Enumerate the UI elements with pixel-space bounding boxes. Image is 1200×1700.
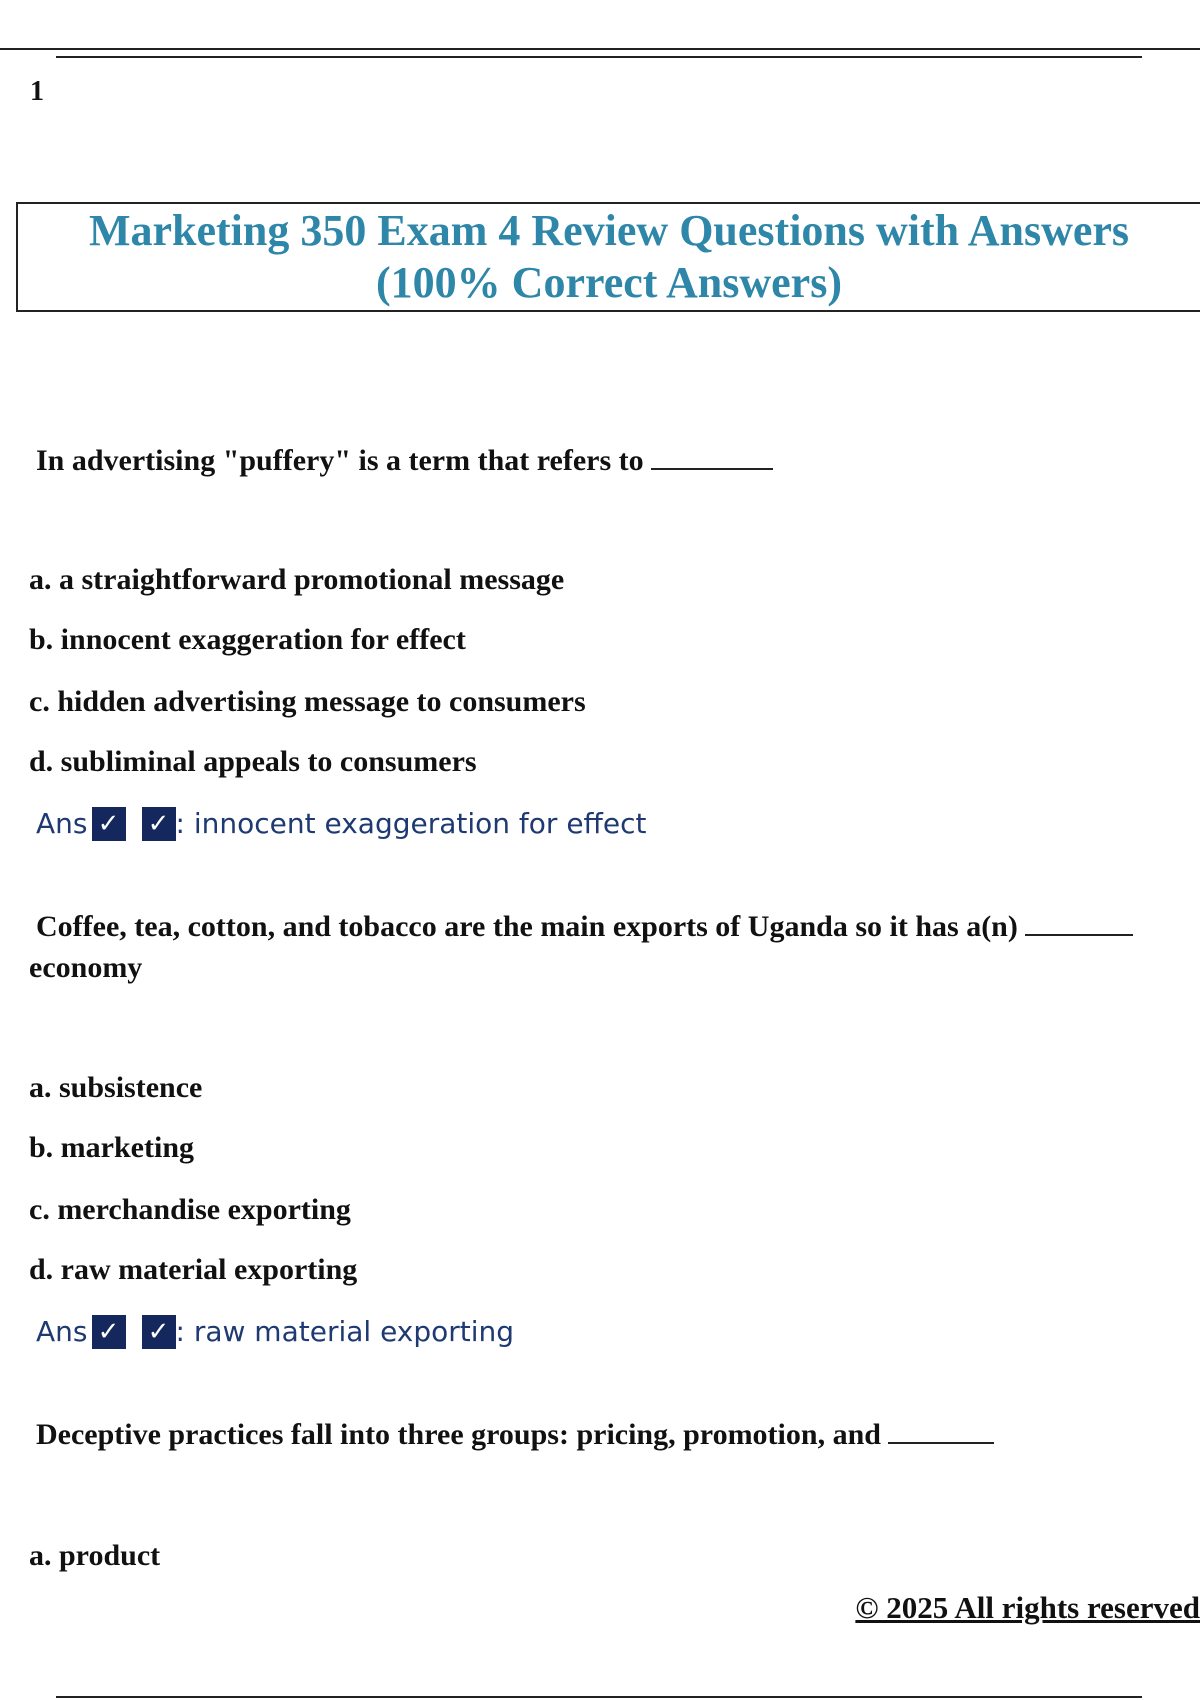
page-title-line-1: Marketing 350 Exam 4 Review Questions with Answers — [88, 206, 1130, 255]
question-3 — [36, 1414, 1196, 1455]
page-number: 1 — [30, 76, 44, 107]
answer-text: : raw material exporting — [175, 1315, 515, 1348]
check-box-icon: ✓ — [142, 807, 176, 841]
option-b: b. marketing — [29, 1131, 194, 1164]
option-b: b. innocent exaggeration for effect — [29, 623, 466, 656]
option-a: a. subsistence — [29, 1071, 203, 1104]
question-1 — [36, 440, 1196, 481]
check-box-icon: ✓ — [92, 1315, 126, 1349]
footer-rule — [56, 1696, 1142, 1698]
title-box — [16, 202, 1200, 312]
question-text: Coffee, tea, cotton, and tobacco are the main exports of Uganda so it has a(n) — [36, 910, 1018, 943]
answer-blank — [1025, 906, 1133, 936]
option-d: d. subliminal appeals to consumers — [29, 745, 477, 778]
header-rule-outer — [0, 48, 1200, 50]
answer-prefix: Ans — [36, 1315, 88, 1348]
option-c: c. merchandise exporting — [29, 1193, 351, 1226]
answer-line — [36, 804, 646, 844]
answer-blank — [888, 1414, 994, 1444]
option-d: d. raw material exporting — [29, 1253, 358, 1286]
header-rule-inner — [56, 56, 1142, 58]
question-2 — [36, 906, 1196, 947]
answer-line — [36, 1312, 514, 1352]
option-c: c. hidden advertising message to consumers — [29, 685, 586, 718]
page-title-line-2: (100% Correct Answers) — [376, 258, 842, 307]
check-box-icon: ✓ — [92, 807, 126, 841]
question-text: Deceptive practices fall into three groups: pricing, promotion, and — [36, 1418, 881, 1451]
option-a: a. product — [29, 1539, 161, 1572]
option-a: a. a straightforward promotional message — [29, 563, 565, 596]
question-text: In advertising "puffery" is a term that refers to — [36, 444, 644, 477]
answer-text: : innocent exaggeration for effect — [175, 807, 647, 840]
answer-blank — [651, 440, 773, 470]
check-box-icon: ✓ — [142, 1315, 176, 1349]
question-continuation: economy — [29, 951, 143, 984]
copyright-footer: © 2025 All rights reserved — [855, 1590, 1200, 1625]
answer-prefix: Ans — [36, 807, 88, 840]
